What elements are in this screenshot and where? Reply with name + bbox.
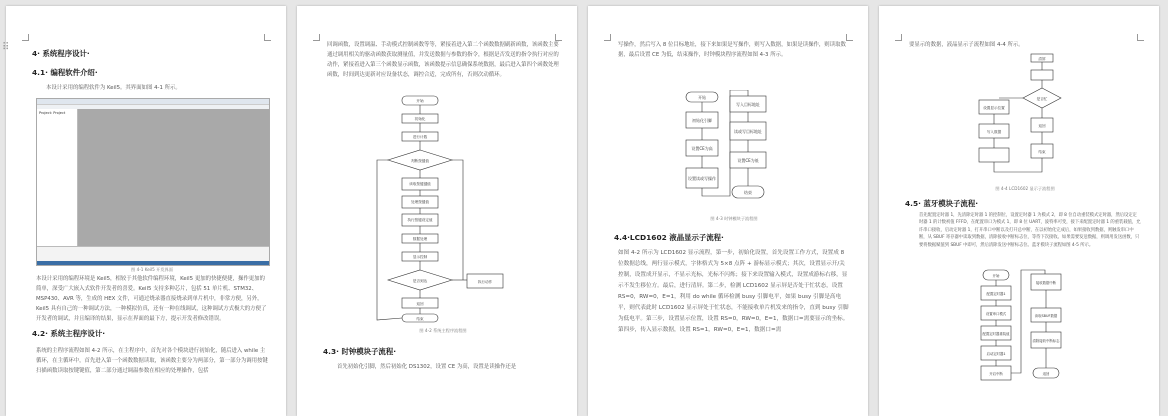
flow-label: 返回 <box>1038 124 1046 128</box>
flow-label: 结束 <box>1038 150 1046 154</box>
heading-4-5[interactable]: 4.5· 蓝牙模块子流程· <box>905 199 979 208</box>
margin-mark <box>604 34 611 41</box>
figure-4-1-caption: 图 4-1 Keil5 开发界面 <box>131 267 173 272</box>
screenshot-statusbar <box>37 261 269 265</box>
heading-4-1[interactable]: 4.1· 编程软件介绍· <box>32 68 98 77</box>
flow-label: 初始化 <box>414 117 426 121</box>
flowchart-lcd <box>969 52 1079 182</box>
paragraph-main-program[interactable]: 系统的主程序流程如图 4-2 所示，在主程序中，首先对各个模块进行初始化，随后进入 while 主循环，在主循环中，首先进入第一个函数数据读取，该函数主要分为两部分，第一部分为调用按键扫描函数读取按键键值，第二部分通过调温参数在相应的处理操作，包括 <box>36 348 268 374</box>
document-page-3 <box>588 6 868 416</box>
screenshot-tree-label: Project: Project <box>39 111 66 115</box>
screenshot-build-output <box>37 246 269 261</box>
drag-handle-icon[interactable]: ⠿ <box>2 42 11 53</box>
margin-mark <box>22 34 29 41</box>
heading-4-4[interactable]: 4.4·LCD1602 液晶显示子流程· <box>614 233 724 242</box>
flowchart-clock <box>678 90 798 210</box>
screenshot-project-pane <box>37 109 78 247</box>
paragraph-clock[interactable]: 首先初始化引脚，然后初始化 DS1302，设置 CE 为高，设置是读操作还是 <box>337 364 517 370</box>
flow-label: 配置定时器1 <box>986 292 1006 296</box>
document-page-1 <box>6 6 286 416</box>
flow-label: 处理按键值 <box>411 200 429 204</box>
flow-label: 开始 <box>992 274 1000 278</box>
flow-label: 设置读或写操作 <box>688 176 716 181</box>
flow-label: 开始 <box>698 95 706 100</box>
figure-4-3-caption: 图 4-3 时钟模块子流程图 <box>710 216 758 221</box>
flow-label: 返回 <box>1042 372 1050 376</box>
flow-label: 数据处理 <box>412 237 428 241</box>
flow-node <box>1031 70 1053 80</box>
margin-mark <box>313 34 320 41</box>
keil5-screenshot <box>36 98 270 266</box>
flow-label: 结束 <box>744 190 752 195</box>
flow-label: 结束 <box>416 317 424 321</box>
flow-label: 读取SBUF数据 <box>1034 314 1058 318</box>
flowchart-main-program <box>357 94 517 324</box>
heading-4-3[interactable]: 4.3· 时钟模块子流程· <box>323 347 397 356</box>
figure-4-2-caption: 图 4-2 系统主程序流程图 <box>419 328 467 333</box>
margin-mark <box>895 34 902 41</box>
paragraph-keil[interactable]: 本设计采用的编程环境是 Keil5，相较于其他软件编程环境，Keil5 更加的快捷便捷，操作更加的简单，深受广大嵌入式软件开发者的喜爱。Keil5 支持多种芯片，包括 51 单片机、STM32、MSP430、AVR 等，生成的 HEX 文件，可通过烧录器直接烧录到单片机中，非常方便，另外，Keil5 具有自己的一种调试方法，一种模拟仿真，还有一种在线调试，这种调试方式极大的方便了开发者的调试，并且编译的结果，显示在界面的最下方，提示开发者修改错误。 <box>36 276 267 322</box>
paragraph-top[interactable]: 写操作，然后写入 8 位目标地址，接下来如果是写操作，则写入数据，如果是读操作，则读取数据，最后设置 CE 为低，结束操作，时钟模块程序流程如图 4-3 所示。 <box>618 42 846 58</box>
flow-label: 执行动作 <box>477 280 493 284</box>
flow-label: 读或写目标地址 <box>734 129 762 134</box>
flow-label: 是否到达 <box>412 279 428 283</box>
paragraph-intro[interactable]: 本设计采用的编程软件为 Keil5。其界面如图 4-1 所示。 <box>46 85 181 91</box>
flow-label: 清屏 <box>1038 57 1046 61</box>
flow-label: 显示控制 <box>412 255 428 259</box>
figure-4-4-caption: 图 4-4 LCD1602 显示子流程图 <box>995 186 1055 191</box>
flow-label: 判断按键值 <box>411 159 429 163</box>
paragraph-top[interactable]: 回调函数，设置调温、手动模式控制函数等等，紧接着进入第二个函数数据刷新函数，该函数主要通过调用相关的驱动函数获取测量值，并发送数据与参数的指令，根据是否发送的指令执行对应的动作，紧接着进入第三个函数显示函数，该函数提示信息确保系统数据，最后进入第四个函数处理函数，时间到达更新对应设备状态，调控合适，完成所有，否则次动循环。 <box>327 42 559 78</box>
flow-label: 清除接收中断标志 <box>1032 339 1060 343</box>
document-page-4 <box>879 6 1159 416</box>
flow-label: 开始 <box>416 99 424 103</box>
flow-label: 是否忙 <box>1036 97 1048 101</box>
flow-label: 设置CE为高 <box>691 146 713 151</box>
flowchart-bluetooth <box>975 268 1085 408</box>
heading-4[interactable]: 4· 系统程序设计· <box>32 49 90 58</box>
flow-label: 进行计数 <box>412 135 428 139</box>
paragraph-top[interactable]: 要显示的数据，液晶显示子流程如图 4-4 所示。 <box>909 42 1024 48</box>
flow-label: 启动定时器1 <box>986 352 1006 356</box>
flow-label: 写入目标地址 <box>736 102 760 107</box>
paragraph-lcd1602[interactable]: 如图 4-2 所示为 LCD1602 显示流程，第一步，初始化设置，首先设置工作方式，设置成 8 位数据总线，两行显示模式，字体格式为 5×8 点阵 + 游标显示模式；其次，设置显示开/关控制，设置成开显示，不显示光标，光标不闪烁；接下来设置输入模式，设置成游标右移，显示不发生移位方。最后，进行清屏。第二步，检测 LCD1602 显示屏是否处于忙状态，设置 RS=0，RW=0，E=1，利用 do while 循环检测 busy 引脚电平，如果 busy 引脚是高电平，则代表此时 LCD1602 显示屏处于忙状态，不能接收单片机发来的指令，直到 busy 引脚为低电平。第三步，设置显示位置，设置 RS=0，RW=0，E=1，数据口=需要显示的坐标。第四步，传入显示数据，设置 RS=1，RW=0，E=1，数据口=需 <box>618 250 849 333</box>
flow-label: 开启中断 <box>989 372 1003 376</box>
document-page-2 <box>297 6 577 416</box>
flow-node <box>979 148 1009 162</box>
flow-label: 返回 <box>416 302 424 306</box>
heading-4-2[interactable]: 4.2· 系统主程序设计· <box>32 329 106 338</box>
flow-label: 接收数据中断 <box>1035 281 1057 285</box>
flow-label: 执行按键设定值 <box>407 218 433 222</box>
flow-label: 初始化引脚 <box>692 118 712 123</box>
flow-label: 设置串口模式 <box>985 312 1007 316</box>
margin-mark <box>264 34 271 41</box>
flow-label: 配置定时器重装值 <box>982 332 1010 336</box>
flow-label: 读取按键键值 <box>409 182 431 186</box>
paragraph-bluetooth[interactable]: 首先配置定时器 1，先清除定时器 1 的控制位，设置定时器 1 为模式 2，即 8 位自动重装模式定时器，然后设定定时器 1 的计数初值 FFFD，在配置串口为模式 1，即 8 位 UART，波特率可变，接下来配置定时器 1 的重装载值，允许串口接收，启动定时器 1，打开串口中断以及打开总中断，在以初始化完成后，如果接收到数据，则触发串口中断，从 SBUF 寄存器中读取到数据，清除接收中断标志位，等待下次接收。如果需要发送数据，则调用发送函数，只要将数据赋值到 SBUF 中即可，然后清除发送中断标志位。蓝牙模块子流程如图 4-5 所示。 <box>919 213 1141 248</box>
flow-label: 设置显示位置 <box>983 106 1005 110</box>
flow-label: 设置CE为低 <box>737 158 759 163</box>
screenshot-editor-area <box>78 109 269 247</box>
flow-label: 写入数据 <box>986 130 1002 134</box>
